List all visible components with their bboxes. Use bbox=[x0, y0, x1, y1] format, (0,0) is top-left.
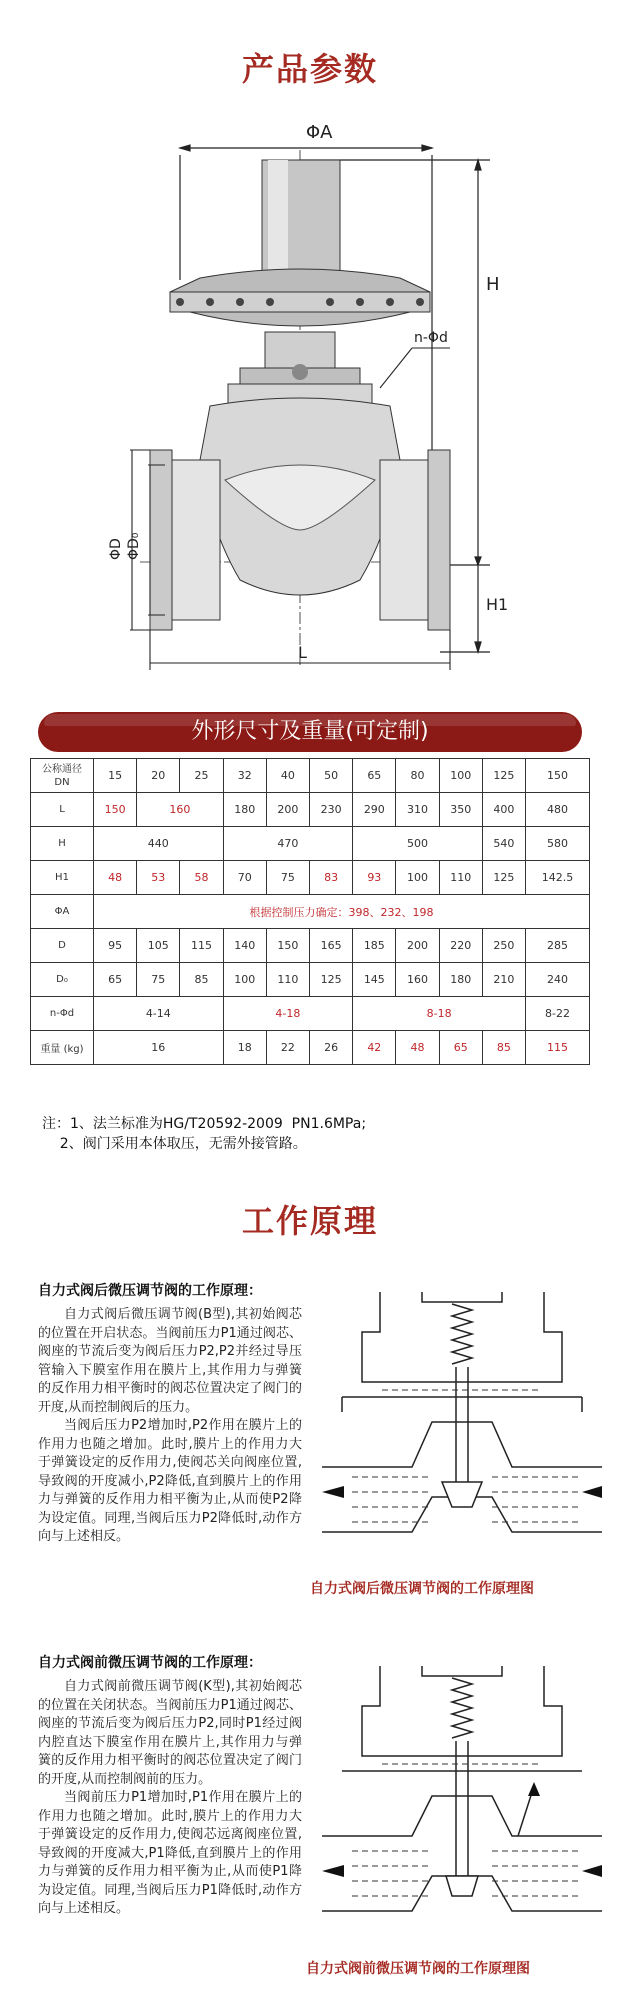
nd-label: n-Φd bbox=[414, 330, 448, 346]
principle-b-diagram bbox=[322, 1282, 602, 1582]
phiA-label: ΦA bbox=[306, 122, 333, 143]
spec-table bbox=[30, 758, 590, 1065]
phiD-label: ΦD bbox=[108, 538, 124, 560]
table-row: H1 48 53 58 70 75 83 93 100 110 125 142.5 bbox=[31, 861, 590, 895]
table-row: 重量 (kg) 16 18 22 26 42 48 65 85 115 bbox=[31, 1031, 590, 1065]
valve-dimension-drawing bbox=[0, 110, 620, 690]
working-principle-title: 工作原理 bbox=[241, 1202, 378, 1240]
principle-b-heading: 自力式阀后微压调节阀的工作原理： bbox=[38, 1283, 262, 1299]
dimension-banner: 外形尺寸及重量(可定制) bbox=[38, 712, 582, 752]
table-row: H 440 470 500 540 580 bbox=[31, 827, 590, 861]
principle-b-text: 自力式阀后微压调节阀(B型),其初始阀芯的位置在开启状态。当阀前压力P1通过阀芯、阀座的节流后变为阀后压力P2,P2并经过导压管输入下膜室作用在膜片上,其作用力与弹簧的反作用力相平衡时的阀芯位置决定了阀门的开度,从而控制阀后的压力。 当阀后压力P2增加时,P2作用在膜片上的作用力也随之增加。此时,膜片上的作用力大于弹簧设定的反作用力,使阀芯关向阀座位置,导致阀的开度减小,P2降低,直到膜片上的作用力与弹簧的反作用力相平衡为止,从而使P2降为设定值。同理,当阀后压力P2降低时,动作方向与上述相反。 bbox=[38, 1307, 302, 1544]
table-row: ΦA 根据控制压力确定：398、232、198 bbox=[31, 895, 590, 929]
principle-k-caption: 自力式阀前微压调节阀的工作原理图 bbox=[306, 1961, 530, 1977]
principle-k-text: 自力式阀前微压调节阀(K型),其初始阀芯的位置在关闭状态。当阀前压力P1通过阀芯、阀座的节流后变为阀后压力P2,同时P1经过阀内腔直达下膜室作用在膜片上,其作用力与弹簧的反作用力相平衡时的阀芯位置决定了阀门的开度,从而控制阀前的压力。 当阀前压力P1增加时,P1作用在膜片上的作用力也随之增加。此时,膜片上的作用力大于弹簧设定的反作用力,使阀芯远离阀座位置,导致阀的开度减大,P1降低,直到膜片上的作用力与弹簧的反作用力相平衡为止,从而使P1降为设定值。同理,当阀后压力P1降低时,动作方向与上述相反。 bbox=[38, 1679, 302, 1916]
note-line-2: 2、阀门采用本体取压，无需外接管路。 bbox=[42, 1136, 307, 1152]
product-params-title: 产品参数 bbox=[241, 50, 378, 88]
H-label: H bbox=[486, 274, 500, 295]
table-row: L 150 160 180 200 230 290 310 350 400 480 bbox=[31, 793, 590, 827]
principle-k-diagram bbox=[322, 1656, 602, 1956]
table-row: 公称通径 DN 15 20 25 32 40 50 65 80 100 125 150 bbox=[31, 759, 590, 793]
note-line-1: 注：1、法兰标准为HG/T20592-2009 PN1.6MPa; bbox=[42, 1116, 367, 1132]
table-row: n-Φd 4-14 4-18 8-18 8-22 bbox=[31, 997, 590, 1031]
table-row: D₀ 65 75 85 100 110 125 145 160 180 210 240 bbox=[31, 963, 590, 997]
phiD0-label: ΦD₀ bbox=[126, 532, 142, 560]
principle-b-caption: 自力式阀后微压调节阀的工作原理图 bbox=[310, 1581, 534, 1597]
table-notes bbox=[42, 1114, 366, 1154]
H1-label: H1 bbox=[486, 595, 509, 614]
principle-k-heading: 自力式阀前微压调节阀的工作原理： bbox=[38, 1655, 262, 1671]
L-label: L bbox=[298, 643, 307, 662]
dn-label: 公称通径 DN bbox=[31, 759, 94, 793]
table-row: D 95 105 115 140 150 165 185 200 220 250 285 bbox=[31, 929, 590, 963]
